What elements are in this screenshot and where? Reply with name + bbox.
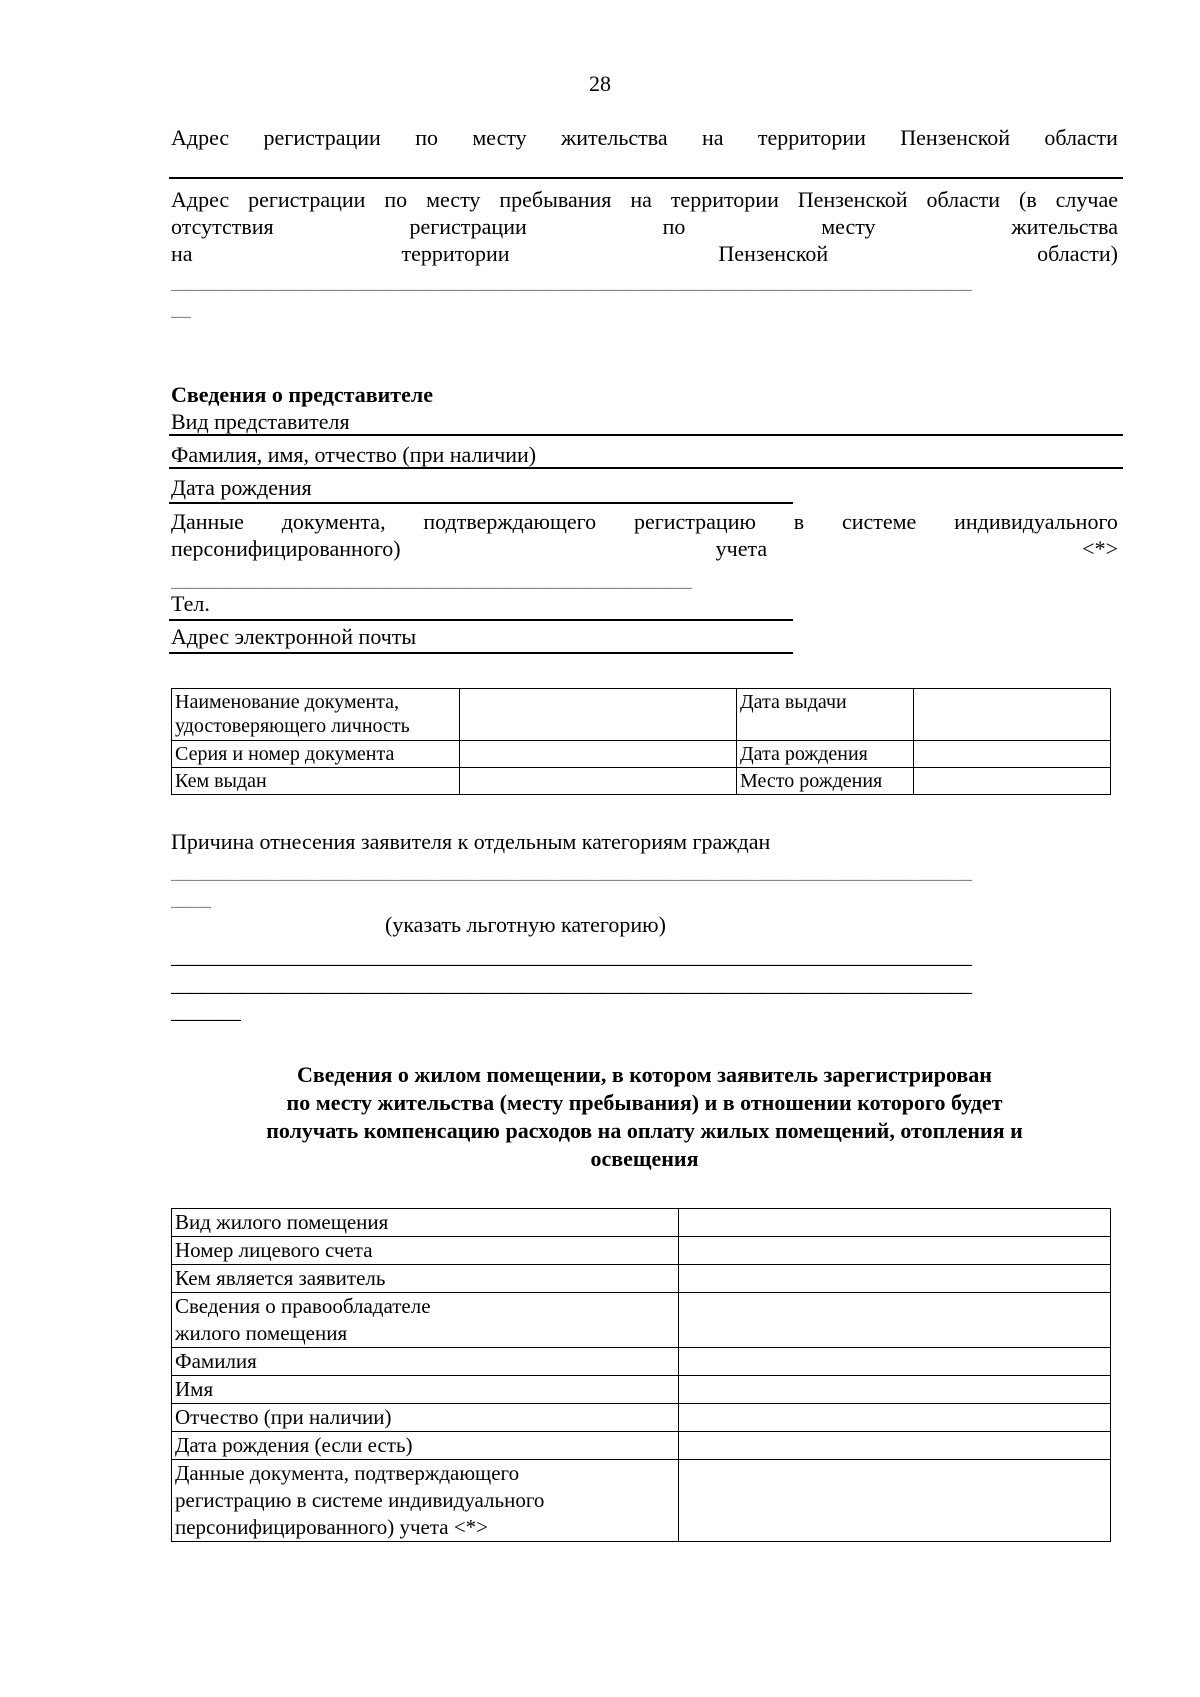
table-cell-label: Кем выдан bbox=[172, 768, 460, 795]
category-extra-field-2[interactable]: ________________________________________________________________________________ bbox=[171, 973, 971, 995]
birth-place-input[interactable] bbox=[914, 768, 1111, 795]
account-number-input[interactable] bbox=[679, 1237, 1111, 1265]
table-cell-label: Имя bbox=[172, 1376, 679, 1404]
table-row bbox=[172, 1376, 1111, 1404]
applicant-role-input[interactable] bbox=[679, 1265, 1111, 1293]
table-row bbox=[172, 1209, 1111, 1237]
category-hint: (указать льготную категорию) bbox=[385, 912, 666, 937]
category-extra-field-tail[interactable]: _______ bbox=[171, 1000, 241, 1022]
table-cell-label: Номер лицевого счета bbox=[172, 1237, 679, 1265]
table-row bbox=[172, 1237, 1111, 1265]
table-cell-label: Данные документа, подтверждающего регистрацию в системе индивидуального персонифицированного) учета <*> bbox=[172, 1460, 679, 1542]
table-row bbox=[172, 768, 1111, 795]
representative-phone-label: Тел. bbox=[171, 591, 210, 616]
table-cell-label: Наименование документа, удостоверяющего личность bbox=[172, 689, 460, 741]
document-name-input[interactable] bbox=[460, 689, 737, 741]
representative-heading: Сведения о представителе bbox=[171, 382, 433, 407]
identity-document-table bbox=[171, 688, 1111, 795]
housing-heading: Сведения о жилом помещении, в котором заявитель зарегистрирован по месту жительства (месту пребывания) и в отношении которого будет получать компенсацию расходов на оплату жилых помещений, отопления и освещения bbox=[266, 1062, 1023, 1171]
table-cell-label: Отчество (при наличии) bbox=[172, 1404, 679, 1432]
housing-type-input[interactable] bbox=[679, 1209, 1111, 1237]
table-cell-label: Кем является заявитель bbox=[172, 1265, 679, 1293]
stay-address-line3: на территории Пензенской области) bbox=[171, 241, 1118, 266]
category-field-tail[interactable]: ____ bbox=[171, 887, 211, 909]
table-row bbox=[172, 1432, 1111, 1460]
table-row bbox=[172, 689, 1111, 741]
table-cell-label: Сведения о правообладателе жилого помещения bbox=[172, 1293, 679, 1348]
first-name-input[interactable] bbox=[679, 1376, 1111, 1404]
representative-fio-field[interactable] bbox=[169, 467, 1123, 469]
representative-doc-line2: персонифицированного) учета <*> bbox=[171, 536, 1118, 561]
representative-email-field[interactable] bbox=[169, 652, 793, 654]
table-row bbox=[172, 1348, 1111, 1376]
table-cell-label: Фамилия bbox=[172, 1348, 679, 1376]
owner-document-input[interactable] bbox=[679, 1460, 1111, 1542]
birth-date-input[interactable] bbox=[914, 741, 1111, 768]
table-cell-label: Дата выдачи bbox=[737, 689, 914, 741]
table-row bbox=[172, 1293, 1111, 1348]
stay-address-line2: отсутствия регистрации по месту жительства bbox=[171, 214, 1118, 239]
patronymic-input[interactable] bbox=[679, 1404, 1111, 1432]
stay-address-line1: Адрес регистрации по месту пребывания на территории Пензенской области (в случае bbox=[171, 187, 1118, 212]
table-row bbox=[172, 1460, 1111, 1542]
residence-address-field[interactable] bbox=[169, 177, 1123, 179]
stay-address-field[interactable]: ________________________________________________________________________________ bbox=[171, 270, 971, 292]
table-row bbox=[172, 1404, 1111, 1432]
residence-address-label: Адрес регистрации по месту жительства на территории Пензенской области bbox=[171, 125, 1118, 150]
surname-input[interactable] bbox=[679, 1348, 1111, 1376]
stay-address-field-tail[interactable]: __ bbox=[171, 297, 191, 319]
representative-doc-field[interactable]: ____________________________________________________ bbox=[171, 568, 691, 590]
table-cell-label: Дата рождения bbox=[737, 741, 914, 768]
issued-by-input[interactable] bbox=[460, 768, 737, 795]
representative-doc-line1: Данные документа, подтверждающего регистрацию в системе индивидуального bbox=[171, 509, 1118, 534]
table-cell-label: Вид жилого помещения bbox=[172, 1209, 679, 1237]
owner-birth-date-input[interactable] bbox=[679, 1432, 1111, 1460]
table-row bbox=[172, 741, 1111, 768]
page-number: 28 bbox=[589, 71, 611, 96]
category-field[interactable]: ________________________________________________________________________________ bbox=[171, 860, 971, 882]
category-label: Причина отнесения заявителя к отдельным категориям граждан bbox=[171, 829, 771, 854]
table-cell-label: Серия и номер документа bbox=[172, 741, 460, 768]
representative-birth-field[interactable] bbox=[169, 502, 793, 504]
representative-type-label: Вид представителя bbox=[171, 409, 350, 434]
issue-date-input[interactable] bbox=[914, 689, 1111, 741]
representative-phone-field[interactable] bbox=[169, 619, 793, 621]
representative-fio-label: Фамилия, имя, отчество (при наличии) bbox=[171, 442, 537, 467]
housing-table bbox=[171, 1208, 1111, 1542]
table-cell-label: Дата рождения (если есть) bbox=[172, 1432, 679, 1460]
series-number-input[interactable] bbox=[460, 741, 737, 768]
representative-birth-label: Дата рождения bbox=[171, 475, 312, 500]
representative-email-label: Адрес электронной почты bbox=[171, 624, 417, 649]
category-extra-field-1[interactable]: ________________________________________________________________________________ bbox=[171, 945, 971, 967]
table-row bbox=[172, 1265, 1111, 1293]
representative-type-field[interactable] bbox=[169, 434, 1123, 436]
table-cell-label: Место рождения bbox=[737, 768, 914, 795]
owner-info-input[interactable] bbox=[679, 1293, 1111, 1348]
